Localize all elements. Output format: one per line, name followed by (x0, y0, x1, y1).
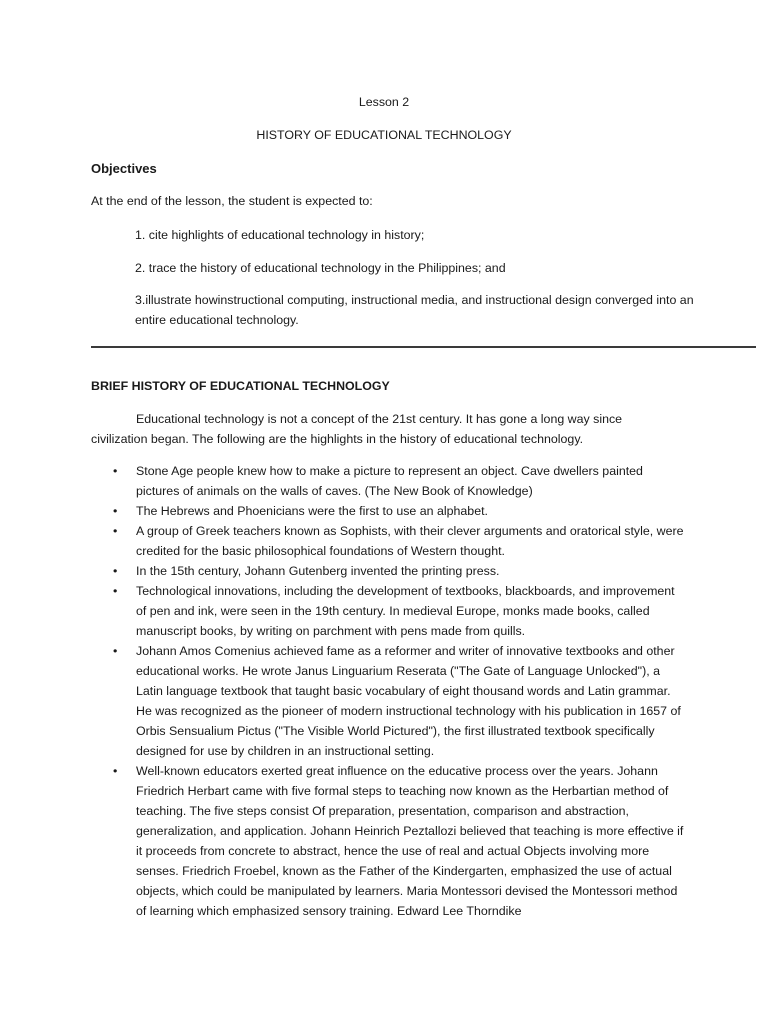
bullet-icon: • (113, 764, 118, 778)
bullet-text: Stone Age people knew how to make a picture to represent an object. Cave dwellers painted pictures of animals on the walls of caves. (The New Book of Knowledge) (136, 464, 643, 498)
brief-history-intro: Educational technology is not a concept of the 21st century. It has gone a long way since civilization began. The following are the highlights in the history of educational technology. (91, 412, 623, 446)
brief-history-heading: BRIEF HISTORY OF EDUCATIONAL TECHNOLOGY (91, 379, 390, 393)
bullet-icon: • (113, 644, 118, 658)
objectives-intro: At the end of the lesson, the student is expected to: (91, 194, 373, 208)
bullet-icon: • (113, 564, 118, 578)
section-divider (91, 346, 756, 348)
objective-item-1: 1. cite highlights of educational technology in history; (135, 228, 425, 242)
bullet-text: The Hebrews and Phoenicians were the first to use an alphabet. (136, 504, 488, 518)
history-bullet-list (91, 461, 686, 921)
history-bullet-item (91, 501, 686, 521)
objective-item-3: 3.illustrate howinstructional computing, instructional media, and instructional design converged into an entire educational technology. (135, 293, 694, 327)
bullet-icon: • (113, 524, 118, 538)
history-bullet-item (91, 641, 686, 761)
objectives-heading: Objectives (91, 161, 157, 176)
history-bullet-item (91, 521, 686, 561)
lesson-title: HISTORY OF EDUCATIONAL TECHNOLOGY (256, 128, 512, 142)
bullet-text: In the 15th century, Johann Gutenberg invented the printing press. (136, 564, 500, 578)
bullet-icon: • (113, 584, 118, 598)
bullet-text: Johann Amos Comenius achieved fame as a reformer and writer of innovative textbooks and other educational works. He wrote Janus Linguarium Reserata ("The Gate of Language Unlocked"), a Latin language textbook that taught basic vocabulary of eight thousand words and Latin grammar. He was recognized as the pioneer of modern instructional technology with his publication in 1657 of Orbis Sensualium Pictus ("The Visible World Pictured"), the first illustrated textbook specifically designed for use by children in an instructional setting. (136, 644, 681, 758)
history-bullet-item (91, 561, 686, 581)
history-bullet-item (91, 761, 686, 921)
bullet-text: Technological innovations, including the development of textbooks, blackboards, and improvement of pen and ink, were seen in the 19th century. In medieval Europe, monks made books, called manuscript books, by writing on parchment with pens made from quills. (136, 584, 675, 638)
bullet-text: Well-known educators exerted great influence on the educative process over the years. Johann Friedrich Herbart came with five formal steps to teaching now known as the Herbartian method of teaching. The five steps consist Of preparation, presentation, comparison and abstraction, generalization, and application. Johann Heinrich Peztallozi believed that teaching is more effective if it proceeds from concrete to abstract, hence the use of real and actual Objects involving more senses. Friedrich Froebel, known as the Father of the Kindergarten, emphasized the use of actual objects, which could be manipulated by learners. Maria Montessori devised the Montessori method of learning which emphasized sensory training. Edward Lee Thorndike (136, 764, 684, 918)
objective-item-2: 2. trace the history of educational technology in the Philippines; and (135, 261, 506, 275)
bullet-text: A group of Greek teachers known as Sophists, with their clever arguments and oratorical style, were credited for the basic philosophical foundations of Western thought. (136, 524, 684, 558)
bullet-icon: • (113, 504, 118, 518)
history-bullet-item (91, 581, 686, 641)
history-bullet-item (91, 461, 686, 501)
lesson-number: Lesson 2 (358, 95, 410, 109)
bullet-icon: • (113, 464, 118, 478)
